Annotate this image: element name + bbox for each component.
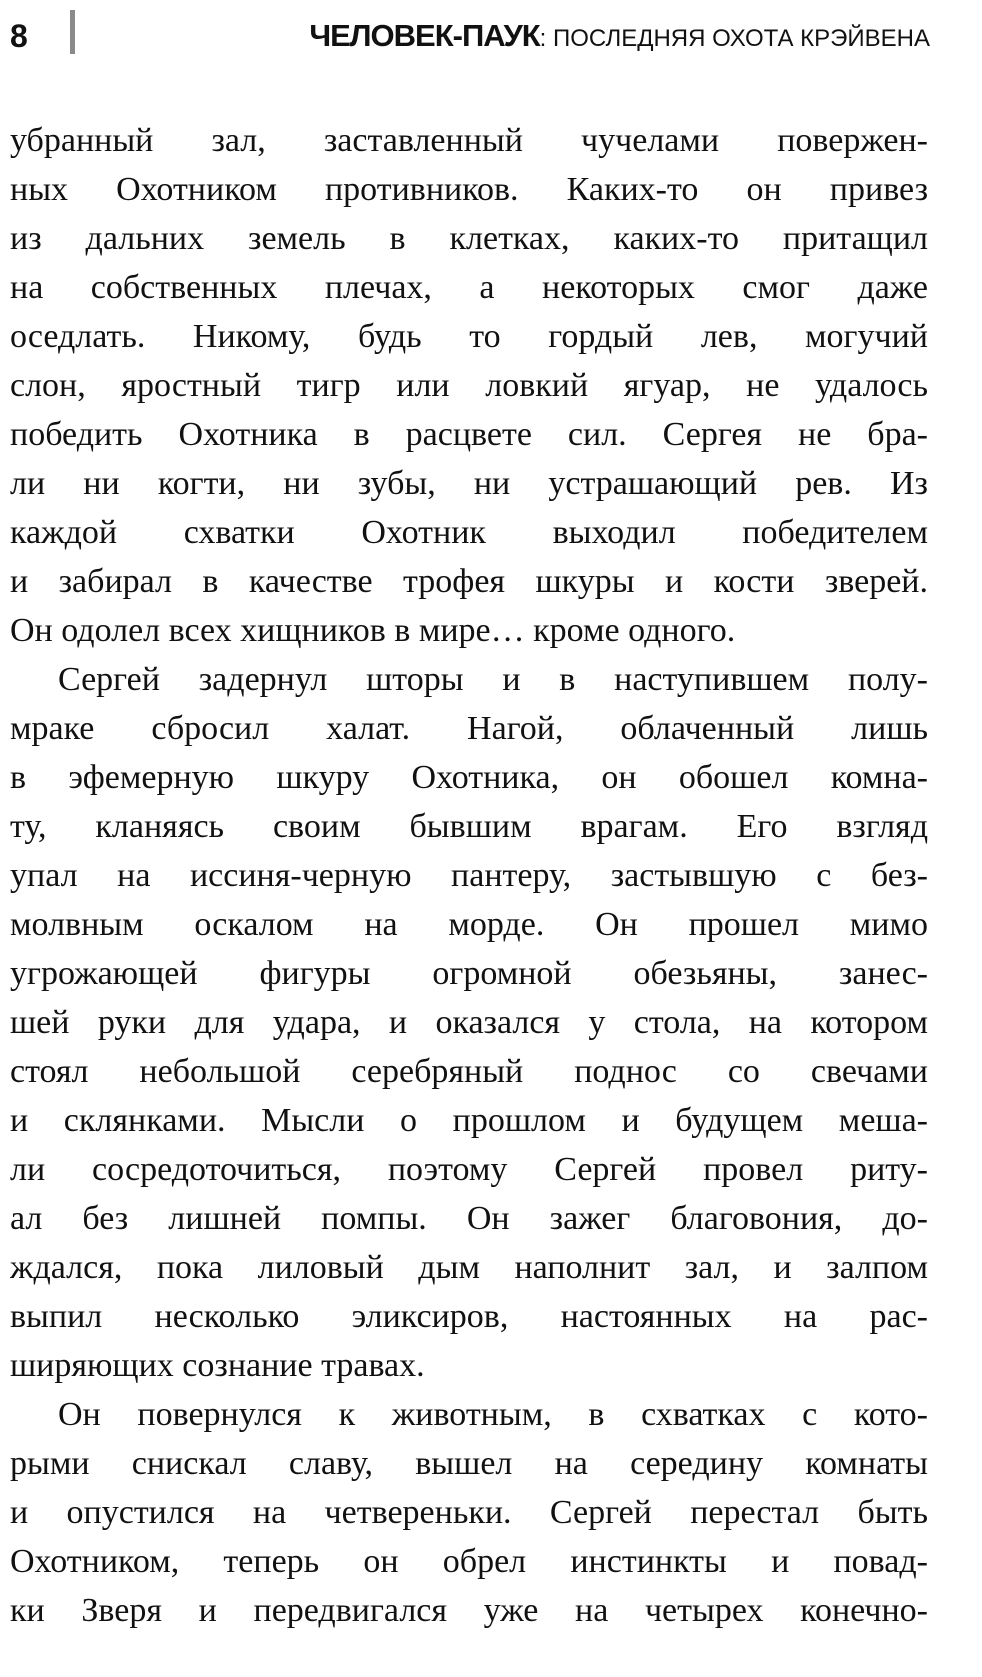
text-line: ки Зверя и передвигался уже на четырех конечно- xyxy=(10,1592,928,1629)
header-divider xyxy=(70,10,75,54)
running-head xyxy=(309,18,930,54)
text-line: и склянками. Мысли о прошлом и будущем меша- xyxy=(10,1102,928,1139)
text-line: упал на иссиня-черную пантеру, застывшую с без- xyxy=(10,857,928,894)
text-line: рыми снискал славу, вышел на середину комнаты xyxy=(10,1445,928,1482)
text-line: оседлать. Никому, будь то гордый лев, могучий xyxy=(10,318,928,355)
text-line: Охотником, теперь он обрел инстинкты и повад- xyxy=(10,1543,928,1580)
text-line: слон, яростный тигр или ловкий ягуар, не удалось xyxy=(10,367,928,404)
text-line: из дальних земель в клетках, каких-то притащил xyxy=(10,220,928,257)
text-line: угрожающей фигуры огромной обезьяны, занес- xyxy=(10,955,928,992)
text-line: убранный зал, заставленный чучелами повержен- xyxy=(10,122,928,159)
text-line: и забирал в качестве трофея шкуры и кости зверей. xyxy=(10,563,928,600)
text-line: молвным оскалом на морде. Он прошел мимо xyxy=(10,906,928,943)
body-text xyxy=(10,116,928,1635)
text-line: ли ни когти, ни зубы, ни устрашающий рев. Из xyxy=(10,465,928,502)
text-line: победить Охотника в расцвете сил. Сергея не бра- xyxy=(10,416,928,453)
text-line: на собственных плечах, а некоторых смог даже xyxy=(10,269,928,306)
book-subtitle: ПОСЛЕДНЯЯ ОХОТА КРЭЙВЕНА xyxy=(546,25,930,52)
running-header xyxy=(0,0,982,80)
text-line: ждался, пока лиловый дым наполнит зал, и залпом xyxy=(10,1249,928,1286)
page-number: 8 xyxy=(10,18,28,54)
text-line: в эфемерную шкуру Охотника, он обошел комна- xyxy=(10,759,928,796)
text-line: шей руки для удара, и оказался у стола, на котором xyxy=(10,1004,928,1041)
text-line: выпил несколько эликсиров, настоянных на рас- xyxy=(10,1298,928,1335)
text-line: Он повернулся к животным, в схватках с кото- xyxy=(58,1396,928,1433)
text-line: каждой схватки Охотник выходил победителем xyxy=(10,514,928,551)
text-line: ширяющих сознание травах. xyxy=(10,1347,425,1384)
text-line: ту, кланяясь своим бывшим врагам. Его взгляд xyxy=(10,808,928,845)
text-line: стоял небольшой серебряный поднос со свечами xyxy=(10,1053,928,1090)
text-line: мраке сбросил халат. Нагой, облаченный лишь xyxy=(10,710,928,747)
title-separator: : xyxy=(539,25,547,52)
text-line: Сергей задернул шторы и в наступившем полу- xyxy=(58,661,928,698)
book-title: ЧЕЛОВЕК-ПАУК xyxy=(309,18,540,53)
text-line: и опустился на четвереньки. Сергей перестал быть xyxy=(10,1494,928,1531)
text-line: ал без лишней помпы. Он зажег благовония, до- xyxy=(10,1200,928,1237)
text-line: ли сосредоточиться, поэтому Сергей провел риту- xyxy=(10,1151,928,1188)
text-line: Он одолел всех хищников в мире… кроме одного. xyxy=(10,612,736,649)
text-line: ных Охотником противников. Каких-то он привез xyxy=(10,171,928,208)
